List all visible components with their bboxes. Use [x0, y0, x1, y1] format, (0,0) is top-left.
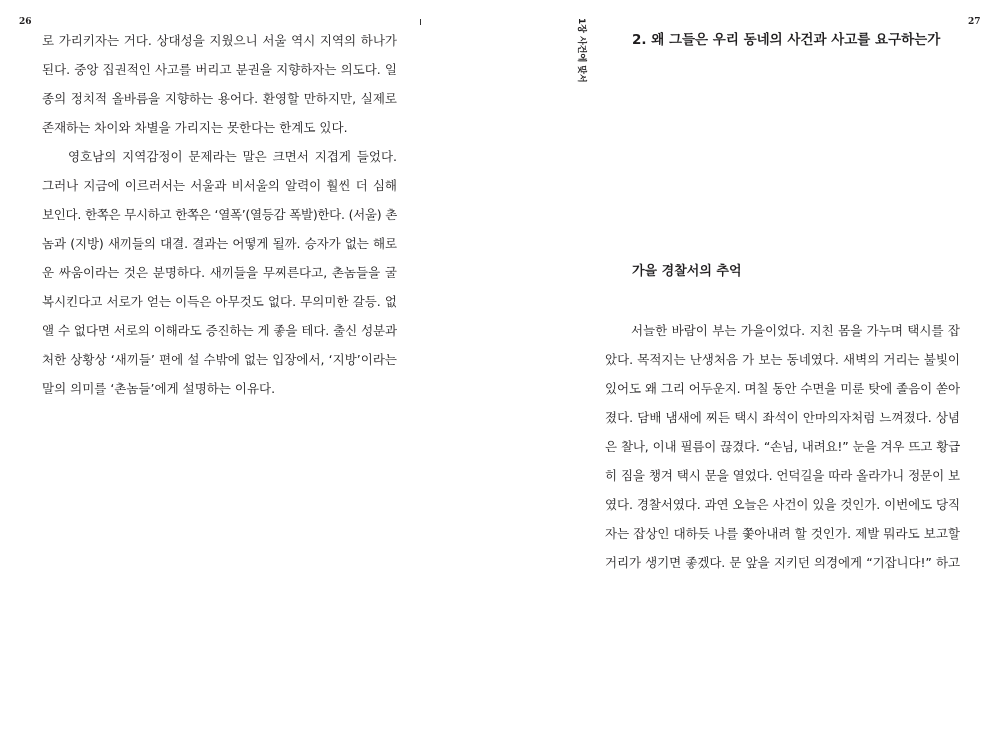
- page-number: 26: [19, 17, 32, 27]
- body-text-line: 은 찰나, 이내 필름이 끊겼다. “손님, 내려요!” 눈을 겨우 뜨고 황급: [605, 439, 960, 454]
- body-text-line: 서늘한 바람이 부는 가을이었다. 지친 몸을 가누며 택시를 잡: [631, 323, 960, 338]
- body-text: [42, 26, 397, 403]
- body-text-line: 자는 잡상인 대하듯 나를 쫓아내려 할 것인가. 제발 뭐라도 보고할: [605, 526, 960, 541]
- body-text-line: 히 짐을 챙겨 택시 문을 열었다. 언덕길을 따라 올라가니 정문이 보: [605, 468, 960, 483]
- body-text-line: 그러나 지금에 이르러서는 서울과 비서울의 알력이 훨씬 더 심해: [42, 178, 397, 193]
- body-text-line: 있어도 왜 그리 어두운지. 며칠 동안 수면을 미룬 탓에 졸음이 쏟아: [605, 381, 960, 396]
- paragraph: [42, 142, 397, 403]
- body-text-line: 거리가 생기면 좋겠다. 문 앞을 지키던 의경에게 “기잡니다!” 하고: [605, 555, 960, 570]
- body-text-line: 복시킨다고 서로가 얻는 이득은 아무것도 없다. 무의미한 갈등. 없: [42, 294, 397, 309]
- body-text-line: 된다. 중앙 집권적인 사고를 버리고 분권을 지향하자는 의도다. 일: [42, 62, 397, 77]
- body-text-line: 말의 의미를 ‘촌놈들’에게 설명하는 이유다.: [42, 381, 276, 396]
- body-text-line: 운 싸움이라는 것은 분명하다. 새끼들을 무찌른다고, 촌놈들을 굴: [42, 265, 397, 280]
- body-text-line: 처한 상황상 ‘새끼들’ 편에 설 수밖에 없는 입장에서, ‘지방’이라는: [42, 352, 397, 367]
- chapter-heading: 2. 왜 그들은 우리 동네의 사건과 사고를 요구하는가: [632, 32, 941, 48]
- body-text: [605, 316, 960, 577]
- body-text-line: 였다. 경찰서였다. 과연 오늘은 사건이 있을 것인가. 이번에도 당직: [605, 497, 960, 512]
- body-text-line: 영호남의 지역감정이 문제라는 말은 크면서 지겹게 들었다.: [68, 149, 397, 164]
- paragraph: [605, 316, 960, 577]
- section-heading: 가을 경찰서의 추억: [632, 264, 742, 279]
- running-header: 1장 사건에 맞서: [576, 18, 586, 83]
- body-text-line: 존재하는 차이와 차별을 가리지는 못한다는 한계도 있다.: [42, 120, 348, 135]
- body-text-line: 졌다. 담배 냄새에 찌든 택시 좌석이 안마의자처럼 느껴졌다. 상념: [605, 410, 960, 425]
- paragraph: [42, 26, 397, 142]
- right-page: [500, 0, 1000, 751]
- page-number: 27: [968, 17, 981, 27]
- body-text-line: 종의 정치적 올바름을 지향하는 용어다. 환영할 만하지만, 실제로: [42, 91, 397, 106]
- body-text-line: 보인다. 한쪽은 무시하고 한쪽은 ‘열폭’(열등감 폭발)한다. (서울) 촌: [42, 207, 397, 222]
- folio-tick-mark: [420, 19, 421, 25]
- body-text-line: 앨 수 없다면 서로의 이해라도 증진하는 게 좋을 테다. 출신 성분과: [42, 323, 397, 338]
- body-text-line: 놈과 (지방) 새끼들의 대결. 결과는 어떻게 될까. 승자가 없는 해로: [42, 236, 397, 251]
- body-text-line: 았다. 목적지는 난생처음 가 보는 동네였다. 새벽의 거리는 불빛이: [605, 352, 960, 367]
- body-text-line: 로 가리키자는 거다. 상대성을 지웠으니 서울 역시 지역의 하나가: [42, 33, 397, 48]
